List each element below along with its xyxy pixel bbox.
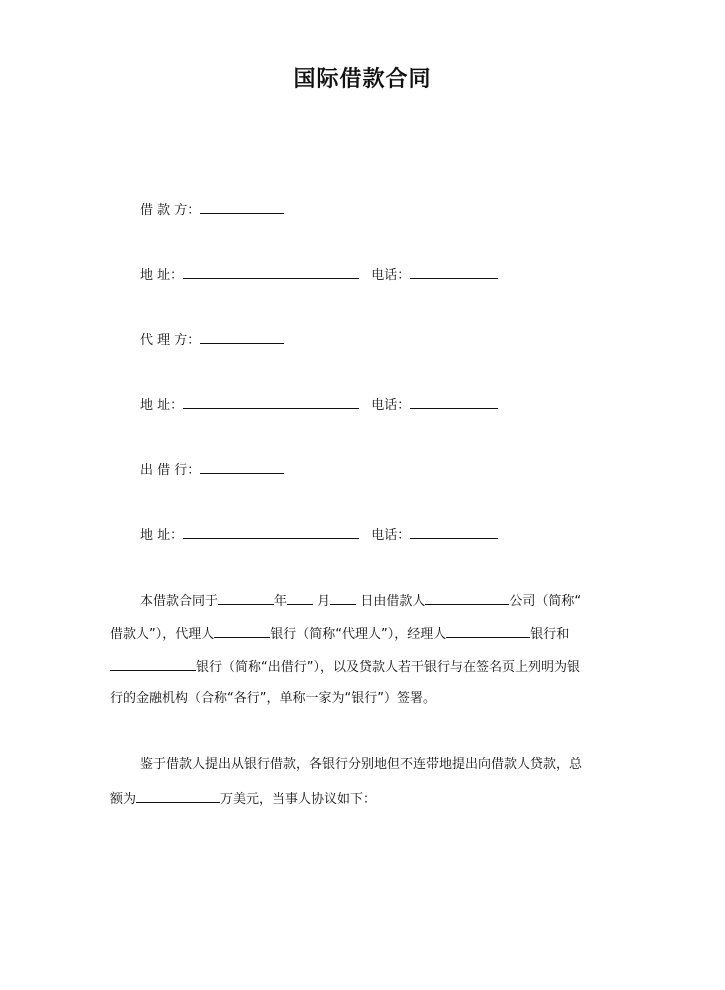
text-segment: 行的金融机构（合称“各行”，单称一家为“银行”）签署。 xyxy=(110,691,436,706)
borrower-address-line xyxy=(140,265,498,285)
agent-label: 代 理 方： xyxy=(140,333,201,348)
lender-blank[interactable] xyxy=(200,460,284,474)
phone-label: 电话： xyxy=(371,268,411,283)
agent-address-line xyxy=(140,395,498,415)
text-segment: 日由借款人 xyxy=(360,594,426,609)
loan-amount-blank[interactable] xyxy=(136,789,220,803)
borrower-company-blank[interactable] xyxy=(425,591,509,605)
lender-line xyxy=(140,460,284,480)
manager-bank-blank[interactable] xyxy=(446,624,530,638)
borrower-address-blank[interactable] xyxy=(183,265,359,279)
text-segment: 银行（简称“出借行”），以及贷款人若干银行与在签名页上列明为银 xyxy=(196,660,580,675)
text-segment: 公司（简称“ xyxy=(509,594,582,609)
paragraph-1-line-1 xyxy=(140,591,581,611)
document-title: 国际借款合同 xyxy=(293,67,432,92)
address-label: 地 址： xyxy=(140,528,184,543)
date-day-blank[interactable] xyxy=(330,591,356,605)
lender-phone-blank[interactable] xyxy=(410,525,498,539)
address-label: 地 址： xyxy=(140,268,184,283)
lending-bank-blank[interactable] xyxy=(110,657,196,671)
address-label: 地 址： xyxy=(140,398,184,413)
text-segment: 借款人”），代理人 xyxy=(110,627,215,642)
text-segment: 鉴于借款人提出从银行借款，各银行分别地但不连带地提出向借款人贷款，总 xyxy=(140,757,583,772)
lender-label: 出 借 行： xyxy=(140,463,201,478)
agent-address-blank[interactable] xyxy=(183,395,359,409)
paragraph-1-line-2 xyxy=(110,624,569,644)
paragraph-2-line-2 xyxy=(110,789,376,809)
text-segment: 额为 xyxy=(110,792,137,807)
agent-blank[interactable] xyxy=(200,330,284,344)
borrower-line xyxy=(140,200,284,220)
text-segment: 月 xyxy=(317,594,331,609)
lender-address-line xyxy=(140,525,498,545)
agent-line xyxy=(140,330,284,350)
paragraph-1-line-3 xyxy=(110,657,580,677)
text-segment: 银行和 xyxy=(530,627,570,642)
text-segment: 年 xyxy=(274,594,288,609)
date-year-blank[interactable] xyxy=(218,591,274,605)
text-segment: 银行（简称“代理人”），经理人 xyxy=(270,627,447,642)
phone-label: 电话： xyxy=(371,528,411,543)
text-segment: 本借款合同于 xyxy=(140,594,219,609)
paragraph-2-line-1 xyxy=(140,756,582,774)
borrower-label: 借 款 方： xyxy=(140,203,201,218)
agent-bank-blank[interactable] xyxy=(214,624,270,638)
lender-address-blank[interactable] xyxy=(183,525,359,539)
borrower-blank[interactable] xyxy=(200,200,284,214)
date-month-blank[interactable] xyxy=(287,591,313,605)
agent-phone-blank[interactable] xyxy=(410,395,498,409)
text-segment: 万美元，当事人协议如下： xyxy=(220,792,377,807)
phone-label: 电话： xyxy=(371,398,411,413)
borrower-phone-blank[interactable] xyxy=(410,265,498,279)
paragraph-1-line-4 xyxy=(110,690,436,708)
